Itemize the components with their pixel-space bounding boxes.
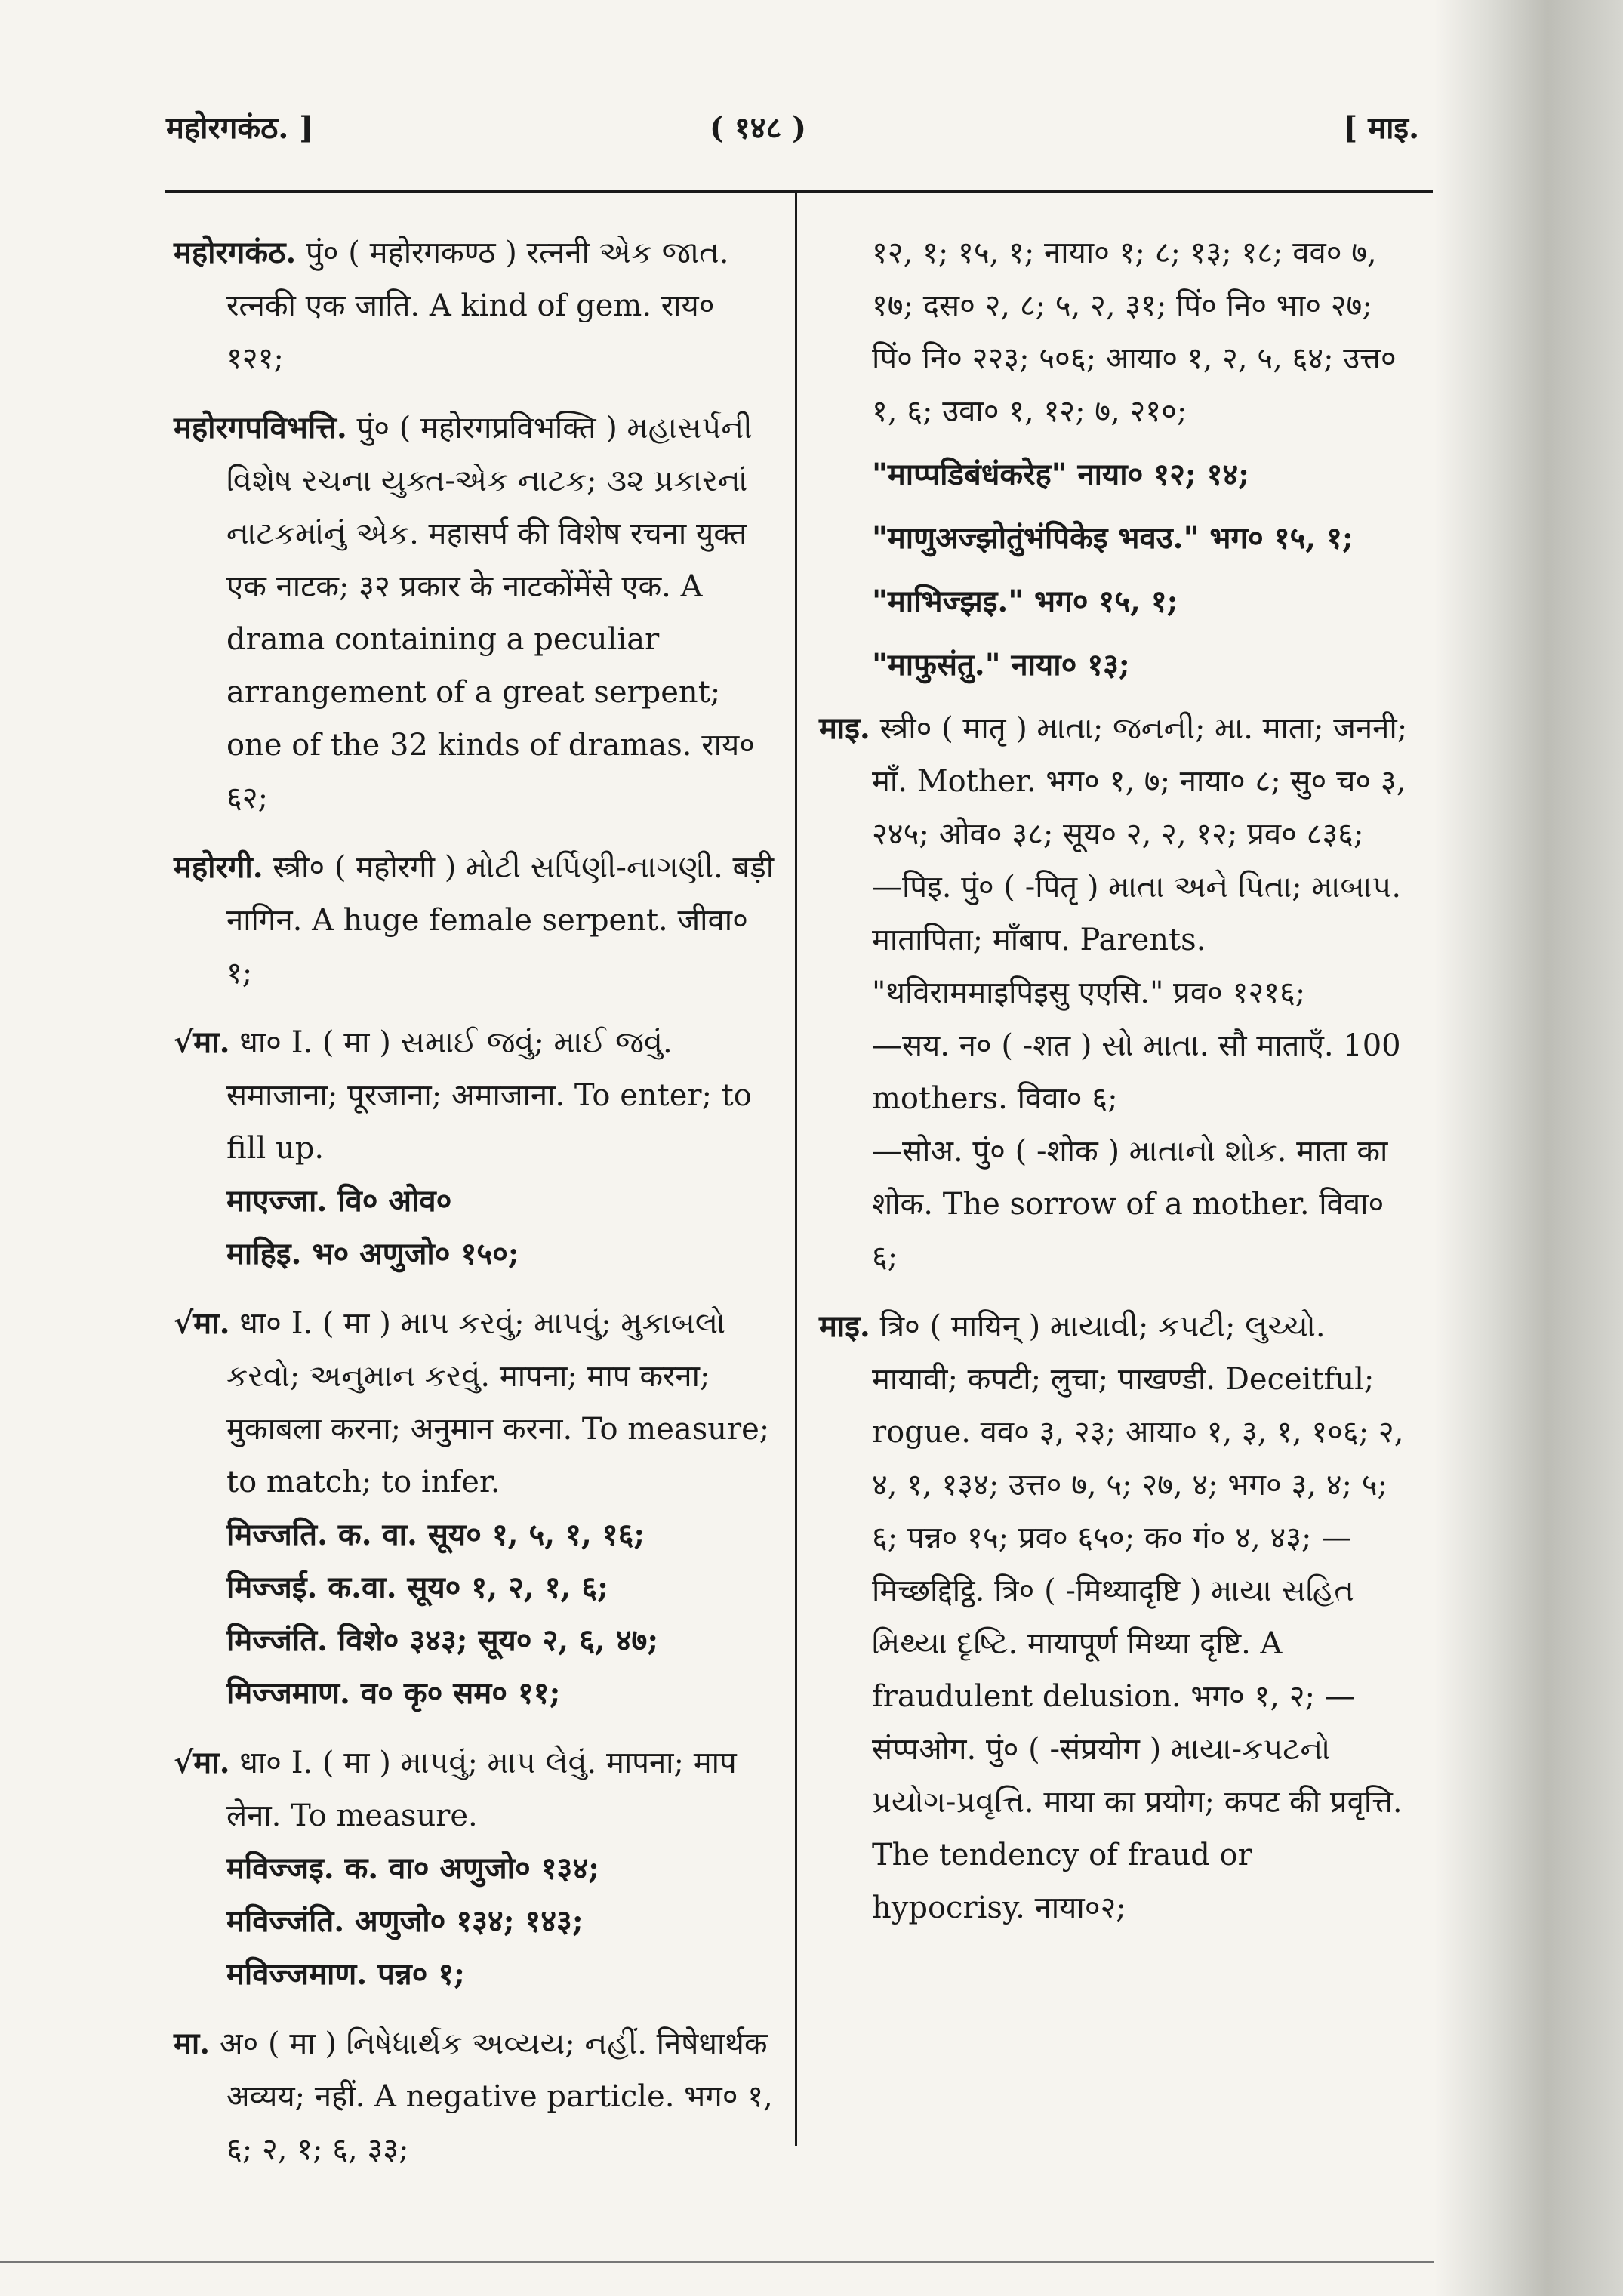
quotation: "माभिज्झइ." भग० १५, १; [872, 584, 1178, 619]
dictionary-entry [174, 402, 778, 824]
dictionary-entry [174, 841, 778, 1000]
entry-body: पुं० ( महोरगकण्ठ ) रत्ननी એક જાત. रत्नकी एक जाति. A kind of gem. राय० १२१; [226, 236, 729, 376]
column-divider [795, 190, 797, 2146]
right-column [819, 227, 1408, 1951]
subform: —पिइ. पुं० ( -पितृ ) માતા અને પિતા; માબાપ. मातापिता; माँबाप. Parents. "थविराममाइपिइसु एएसि." प्रव० १२१६; [872, 870, 1402, 1010]
headword: महोरगपविभत्ति. [174, 410, 347, 445]
headword: मा. [174, 2026, 211, 2061]
headword: √मा. [174, 1305, 230, 1341]
headword: माइ. [819, 1308, 870, 1344]
page-number: ( १४८ ) [710, 110, 807, 146]
dictionary-entry [174, 2017, 778, 2176]
dictionary-entry [174, 1297, 778, 1720]
running-head-left: महोरगकंठ. ] [166, 110, 314, 146]
headword: महोरगी. [174, 849, 263, 885]
subform: मविज्जंति. अणुजो० १३४; १४३; [226, 1903, 584, 1939]
subform: मिज्जमाण. व० कृ० सम० ११; [226, 1675, 561, 1711]
running-head [166, 106, 1419, 151]
book-gutter [1434, 0, 1623, 2296]
headword: √मा. [174, 1025, 230, 1060]
entry-body: स्त्री० ( मातृ ) માતા; જનની; મા. माता; जननी; माँ. Mother. भग० १, ७; नाया० ८; सु० च० ३, २४५; ओव० ३८; सूय० २, २, १२; प्रव० ८३६; [872, 711, 1408, 852]
headword: माइ. [819, 710, 870, 746]
quotation: "माणुअज्झोतुंभंपिकेइ भवउ." भग० १५, १; [872, 520, 1354, 556]
subform: माहिइ. भ० अणुजो० १५०; [226, 1236, 519, 1271]
subform: मिज्जंति. विशे० ३४३; सूय० २, ६, ४७; [226, 1623, 659, 1658]
quotation: "माप्पडिबंधंकरेह" नाया० १२; १४; [872, 457, 1249, 492]
entry-body: अ० ( मा ) નિષેધાર્થક અવ્યય; નહીં. निषेधार्थक अव्यय; नहीं. A negative particle. भग० १, ६; २, १; ६, ३३; [219, 2026, 773, 2167]
subform: मविज्जमाण. पन्न० १; [226, 1956, 465, 1992]
dictionary-entry [819, 702, 1408, 1284]
entry-body: धा० I. ( मा ) સમાઈ જવું; માઈ જવું. समाजाना; पूरजाना; अमाजाना. To enter; to fill up. [226, 1025, 752, 1166]
running-head-right: [ माइ. [1343, 110, 1419, 146]
entry-body: पुं० ( महोरगप्रविभक्ति ) મહાસર્પની વિશેષ રચના યુક્ત-એક નાટક; ૩૨ પ્રકારનાં નાટકમાંનું એક. महासर्प की विशेष रचना युक्त एक नाटक; ३२ प्रकार के नाटकोंमेंसे एक. A drama containing a peculiar arrangement of a great serpent; one of the 32 kinds of dramas. राय० ६२; [226, 411, 755, 815]
left-column [174, 227, 778, 2193]
dictionary-entry [819, 1300, 1408, 1934]
headword: √मा. [174, 1745, 230, 1780]
quotation: "माफुसंतु." नाया० १३; [872, 647, 1130, 683]
dictionary-entry [174, 1737, 778, 2001]
subform: —सोअ. पुं० ( -शोक ) માતાનો શોક. माता का शोक. The sorrow of a mother. विवा० ६; [872, 1134, 1388, 1274]
subform: मिज्जई. क.वा. सूय० १, २, १, ६; [226, 1570, 608, 1605]
continuation-text: १२, १; १५, १; नाया० १; ८; १३; १८; वव० ७, १७; दस० २, ८; ५, २, ३१; पिं० नि० भा० २७; पिं० नि० २२३; ५०६; आया० १, २, ५, ६४; उत्त० १, ६; उवा० १, १२; ७, २१०; [872, 236, 1397, 429]
subform: मविज्जइ. क. वा० अणुजो० १३४; [226, 1851, 599, 1886]
page-bottom-line [0, 2261, 1510, 2263]
header-rule [165, 190, 1433, 193]
dictionary-entry [174, 1016, 778, 1281]
headword: महोरगकंठ. [174, 235, 297, 270]
entry-body: धा० I. ( मा ) માપ કરવું; માપવું; મુકાબલો કરવો; અનુમાન કરવું. मापना; माप करना; मुकाबला करना; अनुमान करना. To measure; to match; to infer. [226, 1306, 770, 1499]
subform: माएज्जा. वि० ओव० [226, 1183, 452, 1219]
dictionary-entry [174, 227, 778, 385]
entry-body: त्रि० ( मायिन् ) માયાવી; કપટી; લુચ્ચો. मायावी; कपटी; लुचा; पाखण्डी. Deceitful; rogue. वव० ३, २३; आया० १, ३, १, १०६; २, ४, १, १३४; उत्त० ७, ५; २७, ४; भग० ३, ४; ५; ६; पन्न० १५; प्रव० ६५०; क० गं० ४, ४३; —मिच्छद्दिट्ठि. त्रि० ( -मिथ्यादृष्टि ) માયા સહિત મિથ્યા દૃષ્ટિ. मायापूर्ण मिथ्या दृष्टि. A fraudulent delusion. भग० १, २; —संप्पओग. पुं० ( -संप्रयोग ) માયા-કપટનો પ્રયોગ-પ્રવૃત્તિ. माया का प्रयोग; कपट की प्रवृत्ति. The tendency of fraud or hypocrisy. नाया०२; [872, 1309, 1404, 1925]
subform: —सय. न० ( -शत ) સો માતા. सौ माताएँ. 100 mothers. विवा० ६; [872, 1028, 1401, 1116]
entry-body: स्त्री० ( महोरगी ) મોટી સર્પિણી-નાગણી. बड़ी नागिन. A huge female serpent. जीवा० १; [226, 850, 775, 991]
entry-body: धा० I. ( मा ) માપવું; માપ લેવું. मापना; माप लेना. To measure. [226, 1746, 737, 1833]
subform: मिज्जति. क. वा. सूय० १, ५, १, १६; [226, 1517, 645, 1552]
